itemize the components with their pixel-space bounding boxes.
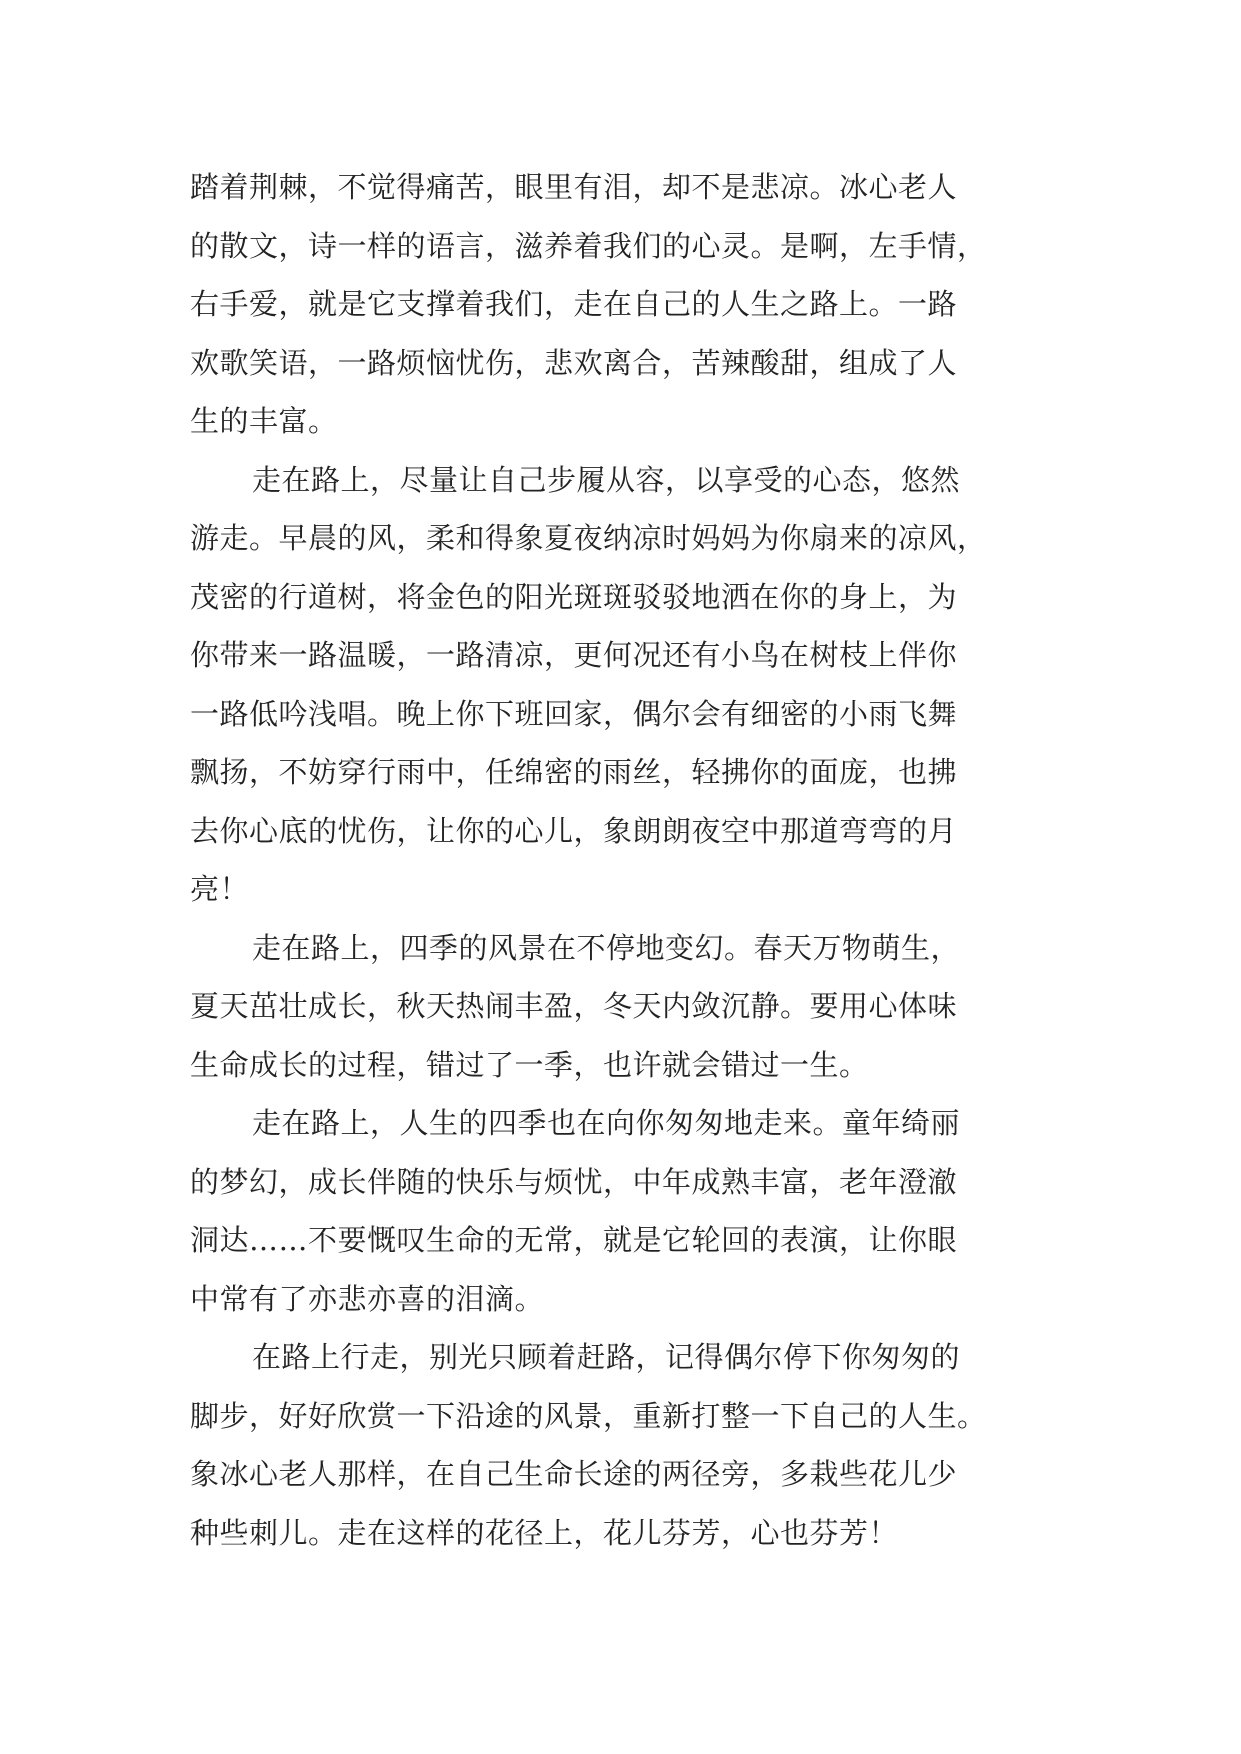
text-line: 生的丰富。 xyxy=(190,404,338,438)
text-line: 游走。早晨的风，柔和得象夏夜纳凉时妈妈为你扇来的凉风， xyxy=(190,521,987,555)
text-line: 茂密的行道树，将金色的阳光斑斑驳驳地洒在你的身上，为 xyxy=(190,579,958,614)
text-line: 洞达……不要慨叹生命的无常，就是它轮回的表演，让你眼 xyxy=(190,1223,958,1257)
paragraph-first-line: 走在路上，四季的风景在不停地变幻。春天万物萌生， xyxy=(252,930,961,965)
text-line: 种些刺儿。走在这样的花径上，花儿芬芳，心也芬芳！ xyxy=(190,1515,899,1550)
text-line: 生命成长的过程，错过了一季，也许就会错过一生。 xyxy=(190,1047,869,1082)
text-line: 欢歌笑语，一路烦恼忧伤，悲欢离合，苦辣酸甜，组成了人 xyxy=(190,345,958,380)
paragraph-first-line: 走在路上，人生的四季也在向你匆匆地走来。童年绮丽 xyxy=(252,1106,961,1140)
text-line: 的梦幻，成长伴随的快乐与烦忧，中年成熟丰富，老年澄澈 xyxy=(190,1164,958,1199)
text-line: 亮！ xyxy=(190,872,250,906)
text-line: 脚步，好好欣赏一下沿途的风景，重新打整一下自己的人生。 xyxy=(190,1398,987,1433)
document-body xyxy=(190,158,1060,1562)
text-line: 象冰心老人那样，在自己生命长途的两径旁，多栽些花儿少 xyxy=(190,1457,958,1491)
text-line: 夏天茁壮成长，秋天热闹丰盈，冬天内敛沉静。要用心体味 xyxy=(190,989,958,1023)
text-line: 右手爱，就是它支撑着我们，走在自己的人生之路上。一路 xyxy=(190,287,958,321)
text-line: 去你心底的忧伤，让你的心儿，象朗朗夜空中那道弯弯的月 xyxy=(190,813,958,848)
text-line: 中常有了亦悲亦喜的泪滴。 xyxy=(190,1281,545,1316)
paragraph-first-line: 在路上行走，别光只顾着赶路，记得偶尔停下你匆匆的 xyxy=(252,1340,961,1374)
text-line: 的散文，诗一样的语言，滋养着我们的心灵。是啊，左手情， xyxy=(190,228,987,263)
text-line: 一路低吟浅唱。晚上你下班回家，偶尔会有细密的小雨飞舞 xyxy=(190,696,958,731)
text-line: 飘扬，不妨穿行雨中，任绵密的雨丝，轻拂你的面庞，也拂 xyxy=(190,755,958,789)
paragraph-first-line: 走在路上，尽量让自己步履从容，以享受的心态，悠然 xyxy=(252,462,961,497)
text-line: 你带来一路温暖，一路清凉，更何况还有小鸟在树枝上伴你 xyxy=(190,638,958,672)
text-line: 踏着荆棘，不觉得痛苦，眼里有泪，却不是悲凉。冰心老人 xyxy=(190,170,958,204)
